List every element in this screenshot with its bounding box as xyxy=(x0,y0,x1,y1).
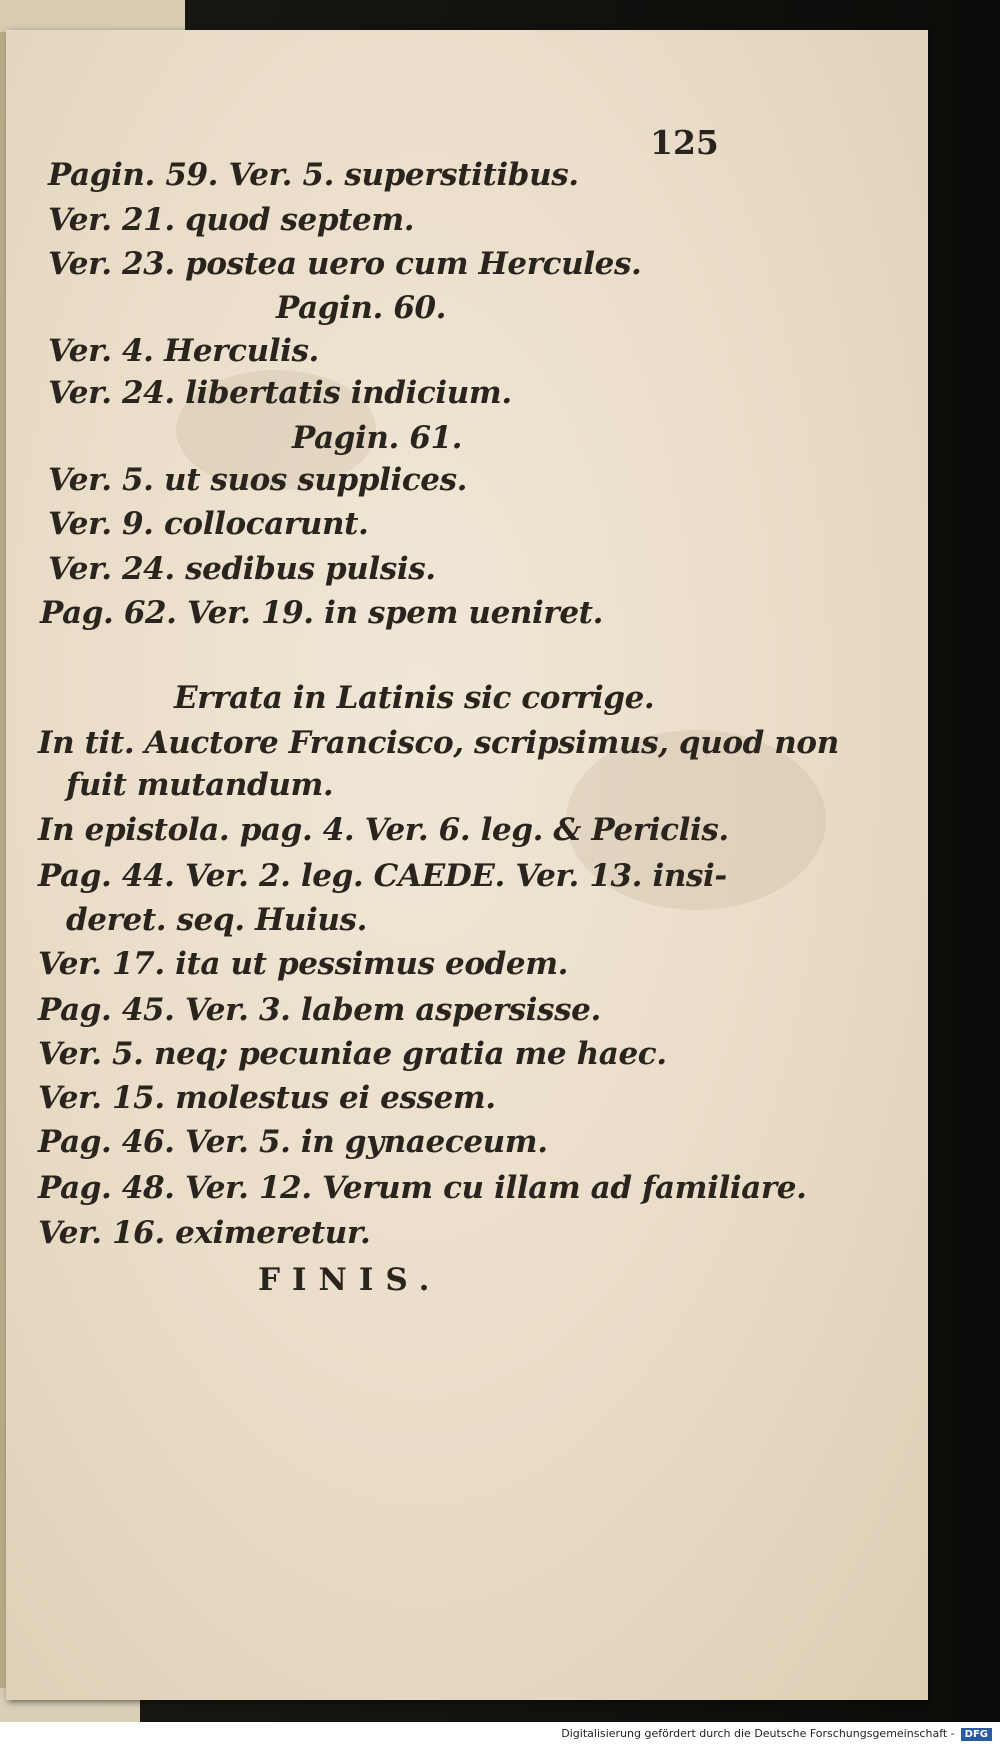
paper-tab-top xyxy=(0,0,185,32)
page-heading: Pagin. 61. xyxy=(292,420,463,456)
errata-line: deret. seq. Huius. xyxy=(66,902,367,938)
errata-line: In tit. Auctore Francisco, scripsimus, quod non xyxy=(38,725,839,761)
errata-line: Ver. 4. Herculis. xyxy=(48,333,319,369)
finis-mark: FINIS. xyxy=(258,1262,442,1298)
section-heading: Errata in Latinis sic corrige. xyxy=(174,680,655,716)
errata-line: Ver. 24. sedibus pulsis. xyxy=(48,551,436,587)
errata-line: Ver. 15. molestus ei essem. xyxy=(38,1080,496,1116)
errata-line: Pag. 48. Ver. 12. Verum cu illam ad familiare. xyxy=(38,1170,807,1206)
errata-line: Pag. 46. Ver. 5. in gynaeceum. xyxy=(38,1124,548,1160)
errata-line: Pag. 62. Ver. 19. in spem ueniret. xyxy=(40,595,603,631)
errata-line: Ver. 23. postea uero cum Hercules. xyxy=(48,246,642,282)
dfg-logo: DFG xyxy=(961,1728,992,1741)
page-heading: Pagin. 60. xyxy=(276,290,447,326)
book-page xyxy=(6,30,928,1700)
errata-line: Ver. 5. ut suos supplices. xyxy=(48,462,468,498)
errata-line: Pagin. 59. Ver. 5. superstitibus. xyxy=(48,157,579,193)
errata-line: Pag. 44. Ver. 2. leg. CAEDE. Ver. 13. insi- xyxy=(38,858,727,894)
footer-credit: Digitalisierung gefördert durch die Deutsche Forschungsgemeinschaft - xyxy=(561,1727,955,1740)
errata-line: Ver. 21. quod septem. xyxy=(48,202,415,238)
errata-line: Ver. 9. collocarunt. xyxy=(48,506,369,542)
errata-line: In epistola. pag. 4. Ver. 6. leg. & Periclis. xyxy=(38,812,729,848)
errata-line: Pag. 45. Ver. 3. labem aspersisse. xyxy=(38,992,601,1028)
errata-line: fuit mutandum. xyxy=(66,767,334,803)
digitization-footer xyxy=(0,1722,1000,1746)
errata-line: Ver. 5. neq; pecuniae gratia me haec. xyxy=(38,1036,667,1072)
errata-line: Ver. 16. eximeretur. xyxy=(38,1215,371,1251)
errata-line: Ver. 24. libertatis indicium. xyxy=(48,375,512,411)
folio-number: 125 xyxy=(650,123,719,162)
errata-line: Ver. 17. ita ut pessimus eodem. xyxy=(38,946,569,982)
